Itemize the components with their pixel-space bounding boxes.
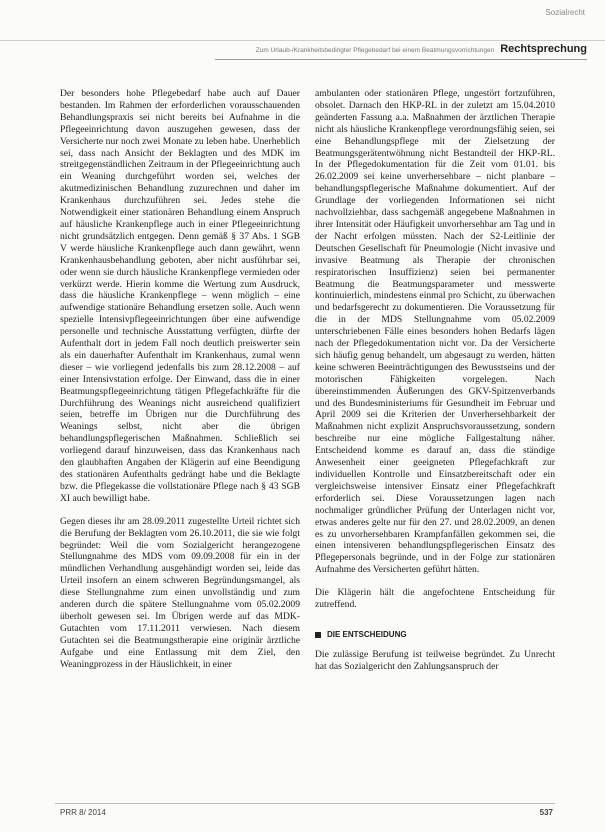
journal-issue: PRR 8/ 2014: [60, 808, 106, 817]
top-rule: [0, 40, 605, 41]
left-column: [60, 88, 300, 671]
page-header: [215, 43, 587, 60]
paragraph: Die zulässige Berufung ist teilweise begründet. Zu Unrecht hat das Sozialgericht den Zahlungsanspruch der: [315, 648, 555, 672]
paragraph: Der besonders hohe Pflegebedarf habe auch auf Dauer bestanden. Im Rahmen der erforderlichen vorausschauenden Behandlungspraxis sei nicht bereits bei Aufnahme in die Pflegeeinrichtung davon auszugehen gewesen, dass der Versicherte nur noch zwei Monate zu leben habe. Unerheblich sei, dass nach Ansicht der Beklagten und des MDK im streitgegenständlichen Zeitraum in der Pflegeeinrichtung auch ein Weaning durchgeführt worden sei, welches der akutmedizinischen Behandlung zuzurechnen und daher im Krankenhaus durchzuführen sei. Jedes stehe die Notwendigkeit einer stationären Behandlung einem Anspruch auf häusliche Krankenpflege auch in einer Pflegeeinrichtung nicht grundsätzlich entgegen. Denn gemäß § 37 Abs. 1 SGB V werde häusliche Krankenpflege auch dann gewährt, wenn Krankenhausbehandlung geboten, aber nicht ausführbar sei, oder wenn sie durch häusliche Krankenpflege vermieden oder verkürzt werde. Hierin komme die Wertung zum Ausdruck, dass die häusliche Krankenpflege – wenn möglich – eine aufwendige stationäre Behandlung ersetzen solle. Auch wenn spezielle Intensivpflegeeinrichtungen über eine aufwendige personelle und technische Ausstattung verfügten, dürfte der Aufenthalt dort in jedem Fall noch deutlich preiswerter sein als ein dauerhafter Aufenthalt im Krankenhaus, zumal wenn dieser – wie vorliegend jedenfalls bis zum 28.12.2008 – auf einer Intensivstation erfolge. Der Einwand, dass die in einer Beatmungspflegeeinrichtung tätigen Pflegefachkräfte für die Durchführung des Weanings nicht ausreichend qualifiziert seien, betreffe im Übrigen nur die Durchführung des Weanings selbst, nicht aber die übrigen behandlungspflegerischen Maßnahmen. Schließlich sei vorliegend darauf hinzuweisen, dass das Krankenhaus nach den glaubhaften Angaben der Klägerin auf eine Beendigung des stationären Aufenthalts gedrängt habe und die Beklagte bzw. die Pflegekasse die vollstationäre Pflege nach § 43 SGB XI auch bewilligt habe.: [60, 88, 300, 504]
running-title: Zum Urlaub-/Krankheitsbedingter Pflegebedarf bei einem Beatmungsvorrichtungen: [255, 47, 495, 54]
section-title: Rechtsprechung: [500, 43, 587, 55]
footer-rule: [55, 803, 555, 804]
page-number: 537: [539, 808, 553, 817]
right-column: [315, 88, 555, 673]
paragraph: ambulanten oder stationären Pflege, ungestört fortzuführen, obsolet. Darnach den HKP-RL in der zuletzt am 15.04.2010 geänderten Fassung a.a. Maßnahmen der ärztlichen Therapie nicht als häusliche Krankenpflege verordnungsfähig seien, sei eine Behandlungspflege mit der Zielsetzung der Beatmungsgerätentwöhnung nicht Bestandteil der HKP-RL. In der Pflegedokumentation für die Zeit vom 01.01. bis 26.02.2009 sei keine unverhersehbare – nicht planbare – behandlungspflegerische Maßnahme dokumentiert. Auf der Grundlage der vorliegenden Informationen sei nicht nachvollziehbar, dass sachgemäß angegebene Maßnahmen in ihrer Intensität oder Häufigkeit unvorhersehbar am Tag und in der Nacht erfolgen müssten. Nach der S2-Leitlinie der Deutschen Gesellschaft für Pneumologie (Nicht invasive und invasive Beatmung als Therapie der chronischen respiratorischen Insuffizienz) seien bei permanenter Beatmung die Beatmungsparameter und messwerte kontinuierlich, mindestens einmal pro Schicht, zu überwachen und bedarfsgerecht zu dokumentieren. Die Voraussetzung für die in der MDS Stellungnahme vom 05.02.2009 unterschriebenen Fälle eines besonders hohen Bedarfs lägen nach der Pflegedokumentation nicht vor. Da der Versicherte sich häufig genug behandelt, um abgesaugt zu werden, hätten keine schweren Beeinträchtigungen des Bewusstseins und der motorischen Fähigkeiten vorgelegen. Nach übereinstimmenden Äußerungen des GKV-Spitzenverbands und des Bundesministeriums für Gesundheit im Februar und April 2009 sei die Kriterien der Unverhersehbarkeit der Maßnahmen nicht explizit Anspruchsvoraussetzung, sondern beschreibe nur eine mögliche Fallgestaltung näher. Entscheidend komme es darauf an, dass die ständige Anwesenheit einer geeigneten Pflegefachkraft zur individuellen Kontrolle und Einsatzbereitschaft oder ein vergleichsweise intensiver Einsatz einer Pflegefachkraft erforderlich sei. Diese Voraussetzungen lagen nach nochmaliger gründlicher Prüfung der Unterlagen nicht vor, etwas anderes gelte nur für den 27. und 28.02.2009, an denen es zu unvorhersehbaren Krampfanfällen gekommen sei, die einen intensiveren behandlungspflegerischen Einsatz des Pflegepersonals begründe, und in der Folge zur stationären Aufnahme des Versicherten geführt hätten.: [315, 88, 555, 576]
section-heading: [315, 629, 555, 641]
section-heading-label: DIE ENTSCHEIDUNG: [327, 629, 407, 639]
paragraph: Gegen dieses ihr am 28.09.2011 zugestellte Urteil richtet sich die Berufung der Beklagten vom 26.10.2011, die sie wie folgt begründet: Weil die vom Sozialgericht herangezogene Stellungnahme des MDS vom 09.09.2008 für ein in der mündlichen Verhandlung ausgehändigt worden sei, leide das Urteil insofern an einem schweren Begründungsmangel, als diese Stellungnahme zum einen unvollständig und zum anderen durch die spätere Stellungnahme vom 05.02.2009 überholt gewesen sei. Im Übrigen werde auf das MDK-Gutachten vom 17.11.2011 verwiesen. Nach diesem Gutachten sei die Beatmungstherapie eine originär ärztliche Aufgabe und eine Entlassung mit dem Ziel, den Weaningprozess in der Häuslichkeit, in einer: [60, 515, 300, 670]
section-label: Sozialrecht: [545, 8, 585, 17]
square-bullet-icon: [315, 632, 321, 638]
paragraph: Die Klägerin hält die angefochtene Entscheidung für zutreffend.: [315, 587, 555, 611]
